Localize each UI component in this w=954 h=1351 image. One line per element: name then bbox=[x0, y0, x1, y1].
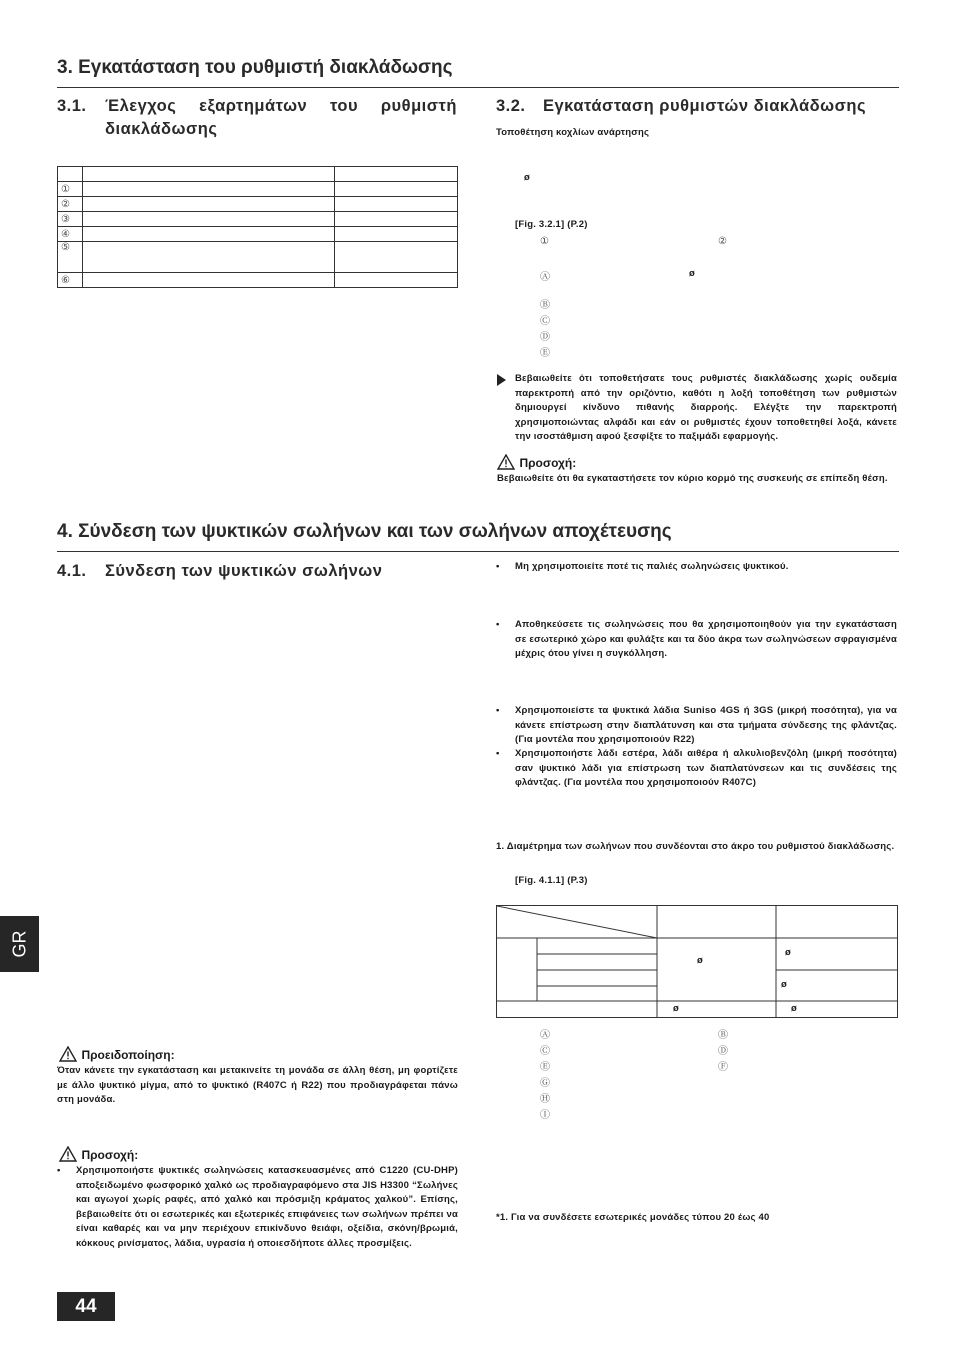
fig-legend-2: ② bbox=[718, 236, 727, 247]
item-1 bbox=[496, 840, 897, 855]
language-tab bbox=[0, 916, 39, 972]
section-4-1-title: Σύνδεση των ψυκτικών σωλήνων bbox=[105, 562, 383, 580]
section-3-2-number: 3.2. bbox=[496, 97, 526, 115]
bullet-dot: • bbox=[496, 619, 500, 630]
legend-B: Ⓑ bbox=[718, 1030, 728, 1041]
fig-legend-C: Ⓒ bbox=[540, 316, 550, 327]
item-1-text: 1. Διαμέτρημα των σωλήνων που συνδέονται στο άκρο του ρυθμιστού διακλάδωσης. bbox=[496, 841, 895, 852]
warning-triangle-icon bbox=[59, 1046, 77, 1062]
table-phi: ø bbox=[697, 955, 704, 966]
fig-4-1-1-label: [Fig. 4.1.1] (P.3) bbox=[515, 875, 588, 886]
section-3-2-subtitle: Τοποθέτηση κοχλίων ανάρτησης bbox=[496, 127, 650, 138]
section-3-1-number: 3.1. bbox=[57, 97, 87, 115]
caution2-title: Προσοχή: bbox=[81, 1148, 139, 1162]
table-phi: ø bbox=[791, 1003, 798, 1014]
section-3-1-title-line2: διακλάδωσης bbox=[105, 120, 218, 138]
caution-text: Βεβαιωθείτε ότι θα εγκαταστήσετε τον κύριο κορμό της συσκευής σε επίπεδη θέση. bbox=[497, 473, 888, 484]
warning-header bbox=[59, 1046, 175, 1064]
fig-legend-A: Ⓐ bbox=[540, 272, 550, 283]
section-3-1-title-line1: Έλεγχος εξαρτημάτων του ρυθμιστή bbox=[105, 97, 457, 115]
warning-title: Προειδοποίηση: bbox=[81, 1048, 175, 1062]
fig-legend-D: Ⓓ bbox=[540, 332, 550, 343]
bullet-1: Μη χρησιμοποιείτε ποτέ τις παλιές σωληνώσεις ψυκτικού. bbox=[515, 561, 789, 572]
warning-triangle-icon bbox=[497, 454, 515, 470]
parts-row-number: ④ bbox=[58, 227, 83, 242]
caution2-text: Χρησιμοποιήστε ψυκτικές σωληνώσεις κατασκευασμένες από C1220 (CU-DHP) αποξειδωμένο φωσφορικό χαλκό ως προδιαγραφόμενο στα JIS H3300 “Σωλήνες και αγωγοί χωρίς ραφές, από χαλκό και πρόσμιξη κράματος χαλκού”. Επίσης, βεβαιωθείτε ότι οι εσωτερικές και εξωτερικές επιφάνειες των σωλήνων πρέπει να είναι καθαρές και να μην περιέχουν επικίνδυνο θειάφι, οξείδια, σκόνη/βρωμιά, κόκκους ρινίσματος, λάδια, υγρασία ή οποιεσδήποτε άλλες προσμίξεις. bbox=[76, 1165, 459, 1249]
legend-A: Ⓐ bbox=[540, 1030, 550, 1041]
footnote: *1. Για να συνδέσετε εσωτερικές μονάδες τύπου 20 έως 40 bbox=[496, 1212, 770, 1223]
fig-legend-B: Ⓑ bbox=[540, 300, 550, 311]
bullet-4: Χρησιμοποιήστε λάδι εστέρα, λάδι αιθέρα ή αλκυλιοβενζόλη (μικρή ποσότητα) σαν ψυκτικό λάδι για επίστρωση των διαπλατύνσεων και τις συνδέσεις της φλάντζας. (Για μοντέλα που χρησιμοποιούν R407C) bbox=[515, 748, 897, 788]
section-3-rule bbox=[57, 87, 899, 88]
note-text: Βεβαιωθείτε ότι τοποθετήσατε τους ρυθμιστές διακλάδωσης χωρίς ουδεμία παρεκτροπή από την οριζόντιο, καθότι η λοξή τοποθέτηση των ρυθμιστών δημιουργεί κίνδυνο πιθανής διαρροής. Ελέγξτε την παρεκτροπή χρησιμοποιώντας αλφάδι και εάν οι ρυθμιστές έχουν τοποθετηθεί λοξά, κάνετε την ισοστάθμιση αφού ξεσφίξτε το παξιμάδι εφαρμογής. bbox=[515, 373, 897, 442]
legend-G: Ⓖ bbox=[540, 1078, 550, 1089]
note-arrow-icon bbox=[497, 374, 506, 386]
bullet-dot: • bbox=[496, 748, 500, 759]
language-tab-label: GR bbox=[9, 930, 29, 958]
section-3-title: 3. Εγκατάσταση του ρυθμιστή διακλάδωσης bbox=[57, 57, 453, 78]
parts-row-number: ① bbox=[58, 182, 83, 197]
bullet-dot: • bbox=[496, 561, 500, 572]
phi-symbol: ø bbox=[524, 172, 531, 183]
fig-legend-1: ① bbox=[540, 236, 549, 247]
table-phi: ø bbox=[781, 979, 788, 990]
parts-row-number: ② bbox=[58, 197, 83, 212]
bullet-dot: • bbox=[496, 705, 500, 716]
parts-row-number: ⑥ bbox=[58, 273, 83, 288]
legend-I: Ⓘ bbox=[540, 1110, 550, 1121]
fig-legend-phi: ø bbox=[689, 268, 696, 279]
pipe-size-table bbox=[496, 905, 898, 1018]
parts-table bbox=[57, 166, 458, 288]
bullet-dot: • bbox=[57, 1165, 61, 1176]
bullet-3: Χρησιμοποιείστε τα ψυκτικά λάδια Suniso 4GS ή 3GS (μικρή ποσότητα), για να κάνετε επίστρωση στην διαπλάτυνση και στα τμήματα σύνδεσης της φλάντζας. (Για μοντέλα που χρησιμοποιούν R22) bbox=[515, 705, 897, 745]
legend-E: Ⓔ bbox=[540, 1062, 550, 1073]
legend-C: Ⓒ bbox=[540, 1046, 550, 1057]
fig-legend-E: Ⓔ bbox=[540, 348, 550, 359]
warning-triangle-icon bbox=[59, 1146, 77, 1162]
caution-header bbox=[497, 454, 576, 472]
section-4-rule bbox=[57, 551, 899, 552]
legend-H: Ⓗ bbox=[540, 1094, 550, 1105]
parts-row-number: ⑤ bbox=[58, 242, 83, 273]
caution2-header bbox=[59, 1146, 138, 1164]
warning-text: Όταν κάνετε την εγκατάσταση και μετακινείτε τη μονάδα σε άλλη θέση, μη φορτίζετε με άλλο ψυκτικό μίγμα, από το ψυκτικό (R407C ή R22) που προδιαγράφεται πάνω στη μονάδα. bbox=[57, 1065, 458, 1105]
bullet-2: Αποθηκεύσετε τις σωληνώσεις που θα χρησιμοποιηθούν για την εγκατάσταση σε εσωτερικό χώρο και φυλάξτε και τα δύο άκρα των σωληνώσεων σφραγισμένα μέχρις ότου γίνει η συγκόλληση. bbox=[515, 619, 897, 659]
caution-title: Προσοχή: bbox=[519, 456, 577, 470]
table-phi: ø bbox=[785, 947, 792, 958]
legend-F: Ⓕ bbox=[718, 1062, 728, 1073]
table-phi: ø bbox=[673, 1003, 680, 1014]
section-3-2-title: Εγκατάσταση ρυθμιστών διακλάδωσης bbox=[543, 97, 867, 115]
fig-3-2-1-label: [Fig. 3.2.1] (P.2) bbox=[515, 219, 588, 230]
section-4-1-number: 4.1. bbox=[57, 562, 87, 580]
section-4-title: 4. Σύνδεση των ψυκτικών σωλήνων και των σωλήνων αποχέτευσης bbox=[57, 521, 672, 542]
page-number: 44 bbox=[57, 1292, 115, 1321]
legend-D: Ⓓ bbox=[718, 1046, 728, 1057]
parts-row-number: ③ bbox=[58, 212, 83, 227]
